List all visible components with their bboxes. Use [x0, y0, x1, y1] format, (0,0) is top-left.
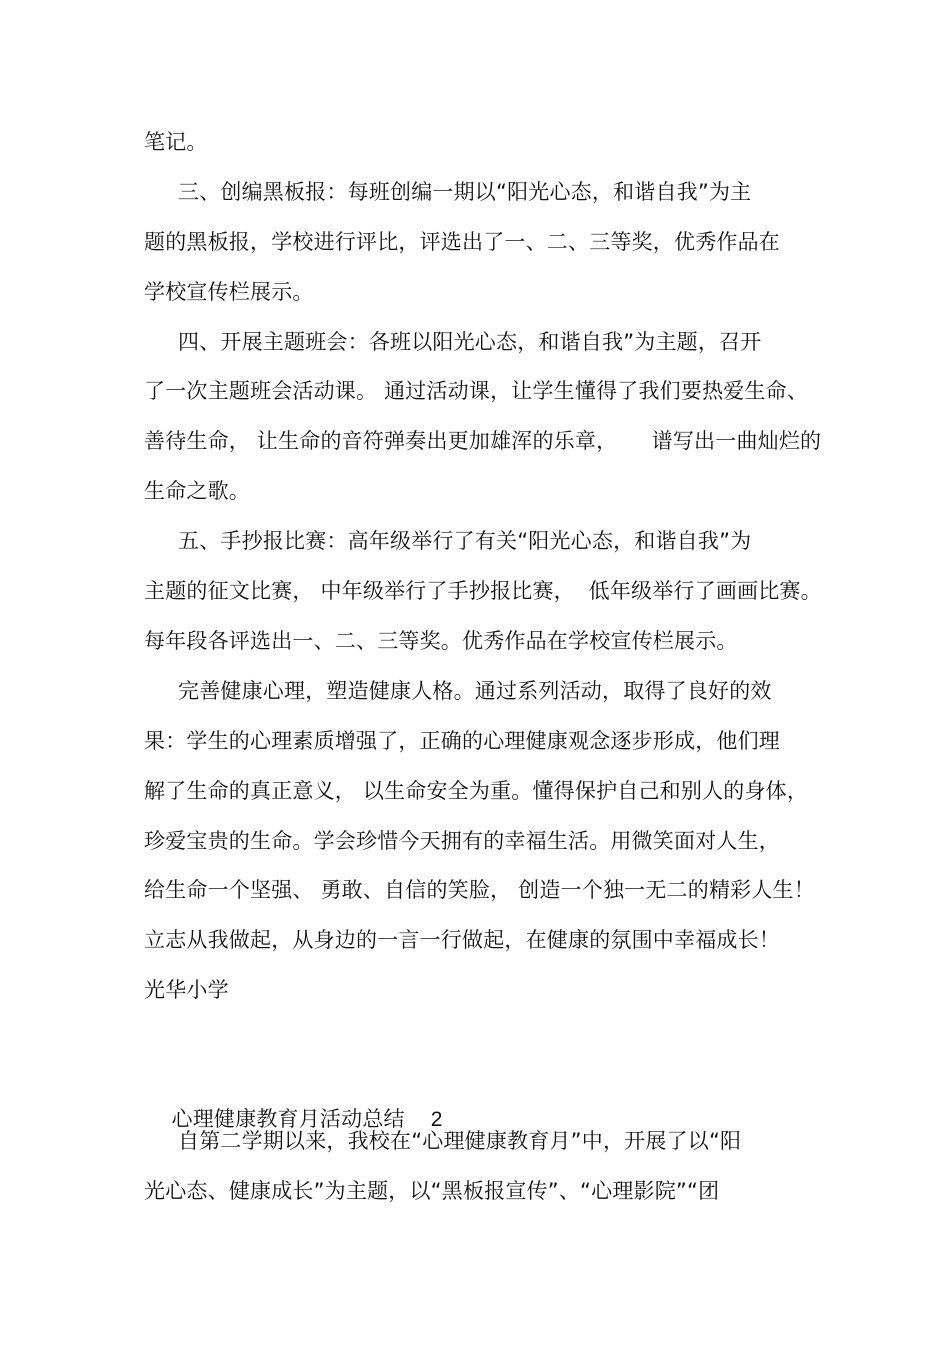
- text-line: 光心态、健康成长”为主题，以“黑板报宣传”、“心理影院”“团: [144, 1179, 720, 1203]
- text-line: 生命之歌。: [144, 479, 250, 503]
- text-line: 题的黑板报，学校进行评比，评选出了一、二、三等奖，优秀作品在: [144, 230, 780, 254]
- text-line: 给生命一个坚强、 勇敢、自信的笑脸， 创造一个独一无二的精彩人生！: [144, 878, 815, 902]
- text-line: 主题的征文比赛， 中年级举行了手抄报比赛， 低年级举行了画画比赛。: [144, 579, 822, 603]
- text-line: 珍爱宝贵的生命。学会珍惜今天拥有的幸福生活。用微笑面对人生，: [144, 829, 780, 853]
- text-line: 善待生命， 让生命的音符弹奏出更加雄浑的乐章， 谱写出一曲灿烂的: [144, 429, 822, 453]
- section-heading-text: 心理健康教育月活动总结: [171, 1107, 405, 1131]
- text-line: 了一次主题班会活动课。 通过活动课，让学生懂得了我们要热爱生命、: [144, 379, 809, 403]
- text-line: 笔记。: [144, 130, 208, 154]
- text-line: 三、创编黑板报：每班创编一期以“阳光心态，和谐自我”为主: [178, 180, 752, 204]
- section-heading-number: 2: [430, 1108, 443, 1131]
- text-line: 解了生命的真正意义， 以生命安全为重。懂得保护自己和别人的身体，: [144, 779, 809, 803]
- text-line: 立志从我做起，从身边的一言一行做起，在健康的氛围中幸福成长！: [144, 928, 780, 952]
- text-line: 每年段各评选出一、二、三等奖。优秀作品在学校宣传栏展示。: [144, 629, 738, 653]
- signature-line: 光华小学: [144, 978, 229, 1002]
- text-line: 自第二学期以来，我校在“心理健康教育月”中，开展了以“阳: [178, 1129, 742, 1153]
- text-line: 学校宣传栏展示。: [144, 280, 314, 304]
- text-line: 完善健康心理，塑造健康人格。通过系列活动，取得了良好的效: [178, 679, 772, 703]
- text-line: 五、手抄报比赛：高年级举行了有关“阳光心态，和谐自我”为: [178, 529, 752, 553]
- text-line: 果：学生的心理素质增强了，正确的心理健康观念逐步形成，他们理: [144, 729, 780, 753]
- text-line: 四、开展主题班会：各班以阳光心态，和谐自我”为主题，召开: [178, 330, 762, 354]
